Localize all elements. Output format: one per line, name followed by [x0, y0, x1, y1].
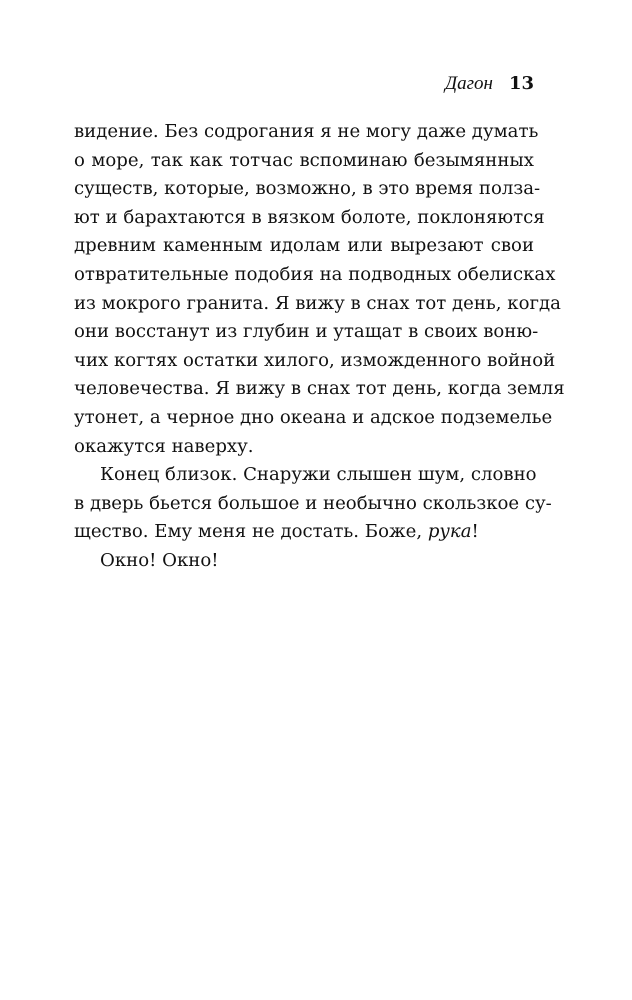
text-line: утонет, а черное дно океана и адское подземелье: [74, 406, 553, 428]
text-line: Конец близок. Снаружи слышен шум, словно: [100, 464, 537, 486]
text-line: человечества. Я вижу в снах тот день, когда земля: [74, 378, 565, 400]
body-text: [74, 118, 565, 576]
running-head: [445, 74, 534, 93]
page-number: 13: [508, 73, 534, 94]
text-line: о море, так как тотчас вспоминаю безымянных: [74, 149, 534, 171]
text-line: окажутся наверху.: [74, 435, 254, 457]
running-title: Дагон: [445, 73, 493, 94]
text-line: из мокрого гранита. Я вижу в снах тот день, когда: [74, 292, 561, 314]
text-segment: щество. Ему меня не достать. Боже,: [74, 521, 428, 543]
text-line: существ, которые, возможно, в это время полза-: [74, 178, 541, 200]
text-line: отвратительные подобия на подводных обелисках: [74, 263, 556, 285]
text-line: в дверь бьется большое и необычно скользкое су-: [74, 492, 552, 514]
text-line: ют и барахтаются в вязком болоте, поклоняются: [74, 206, 545, 228]
text-line: они восстанут из глубин и утащат в своих воню-: [74, 321, 539, 343]
text-line: Окно! Окно!: [100, 549, 219, 571]
text-line-with-emphasis: [74, 518, 534, 547]
text-segment: !: [471, 521, 479, 543]
text-line: чих когтях остатки хилого, изможденного войной: [74, 349, 556, 371]
text-line: видение. Без содрогания я не могу даже думать: [74, 121, 539, 142]
text-line: древним каменным идолам или вырезают свои: [74, 235, 534, 257]
emphasized-word: рука: [427, 521, 472, 543]
